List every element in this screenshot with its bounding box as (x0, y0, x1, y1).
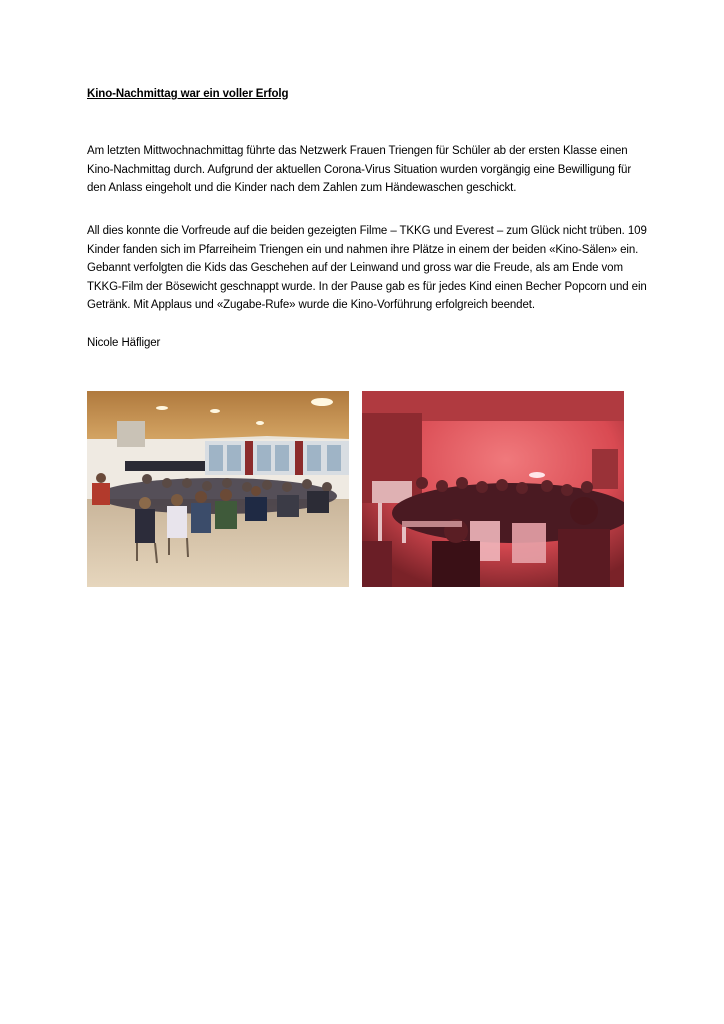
article-paragraph-2: All dies konnte die Vorfreude auf die beiden gezeigten Filme – TKKG und Everest – zum Glück nicht trüben. 109 Kinder fanden sich im Pfarreiheim Triengen ein und nahmen ihre Plätze in einem der beiden «Kino-Sälen» ein. Gebannt verfolgten die Kids das Geschehen auf der Leinwand und gross war die Freude, als am Ende vom TKKG-Film der Bösewicht geschnappt wurde. In der Pause gab es für jedes Kind einen Becher Popcorn und ein Getränk. Mit Applaus und «Zugabe-Rufe» wurde die Kino-Vorführung erfolgreich beendet. (87, 225, 647, 311)
children-seated-in-hall-photo (87, 391, 349, 587)
article-title: Kino-Nachmittag war ein voller Erfolg (87, 88, 289, 100)
article-paragraph-1: Am letzten Mittwochnachmittag führte das Netzwerk Frauen Triengen für Schüler ab der ersten Klasse einen Kino-Nachmittag durch. Aufgrund der aktuellen Corona-Virus Situation wurden vorgängig eine Bewilligung für den Anlass eingeholt und die Kinder nach dem Zahlen zum Händewaschen geschickt. (87, 145, 632, 194)
article-author: Nicole Häfliger (87, 337, 161, 349)
children-in-red-lit-cinema-room-photo (362, 391, 624, 587)
